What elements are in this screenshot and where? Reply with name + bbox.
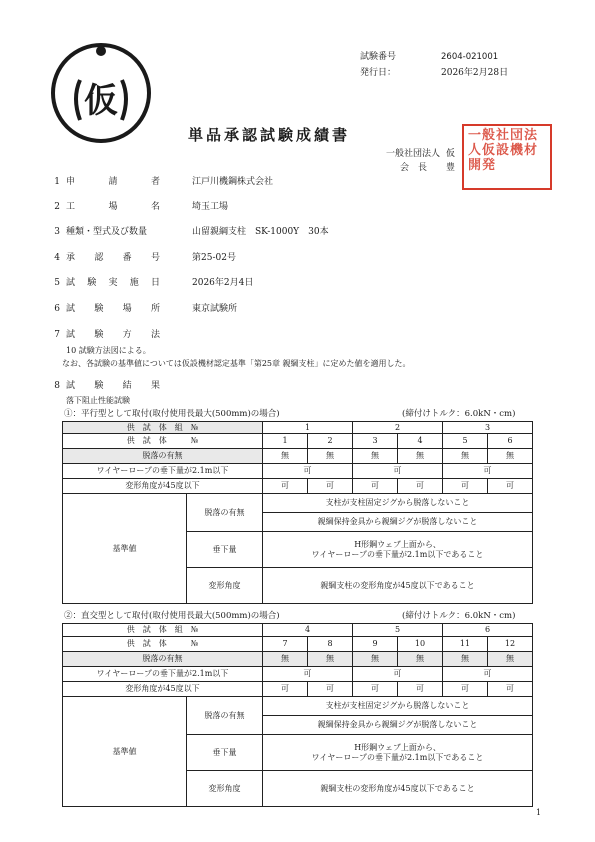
row-number: 7 (54, 330, 60, 340)
group-cell: 4 (263, 624, 353, 637)
specimen-cell: 4 (398, 434, 443, 449)
criteria-label: 基準値 (63, 697, 187, 807)
result-cell: 無 (443, 449, 488, 464)
row-number: 5 (54, 278, 60, 288)
criteria-name: 変形角度 (187, 568, 263, 604)
page-number: 1 (536, 808, 542, 817)
result-cell: 無 (308, 652, 353, 667)
criteria-text-line: ワイヤーロープの垂下量が2.1m以下であること (311, 752, 484, 762)
row-label: ワイヤーロープの垂下量が2.1m以下 (63, 464, 263, 479)
issuer-person: 豊 (446, 163, 456, 173)
result-cell: 可 (443, 682, 488, 697)
group-header: 供 試 体 組 № (63, 624, 263, 637)
result-cell: 可 (488, 682, 533, 697)
row-label-char: 験 (87, 278, 97, 288)
specimen-cell: 9 (353, 637, 398, 652)
row-label: 脱落の有無 (63, 449, 263, 464)
table-1-torque: (締付けトルク：6.0kN・cm) (402, 409, 516, 419)
row-label-char: 所 (150, 304, 160, 314)
row-label: ワイヤーロープの垂下量が2.1m以下 (63, 667, 263, 682)
criteria-text-line: H形鋼ウェブ上面から、 (354, 539, 441, 549)
results-table-2 (62, 623, 533, 807)
row-number: 8 (54, 381, 60, 391)
row-label-char: 試 (66, 304, 76, 314)
row-label-char: 果 (150, 381, 160, 391)
criteria-text: 支柱が支柱固定ジグから脱落しないこと (263, 697, 533, 716)
row-label-char: 種類・型式及び数量 (66, 227, 148, 237)
row-label (66, 278, 160, 289)
row-label-char: 法 (150, 330, 160, 340)
criteria-text: 親綱支柱の変形角度が45度以下であること (263, 771, 533, 807)
row-label-char: 申 (66, 177, 76, 187)
row-label-char: 施 (129, 278, 139, 288)
criteria-text: 支柱が支柱固定ジグから脱落しないこと (263, 494, 533, 513)
row-label-char: 試 (66, 330, 76, 340)
seal-text: 一般社団法人仮設機材開発 (468, 128, 539, 173)
specimen-cell: 10 (398, 637, 443, 652)
row-label-char: 実 (108, 278, 118, 288)
row-label-char: 場 (122, 304, 132, 314)
specimen-cell: 7 (263, 637, 308, 652)
criteria-name: 垂下量 (187, 735, 263, 771)
row-label (66, 330, 160, 341)
criteria-name: 変形角度 (187, 771, 263, 807)
table-2-caption: ②：直交型として取付(取付使用長最大(500mm)の場合) (64, 611, 280, 621)
specimen-cell: 3 (353, 434, 398, 449)
document-title: 単品承認試験成績書 (188, 126, 351, 144)
criteria-text: 親綱保持金具から親綱ジグが脱落しないこと (263, 716, 533, 735)
criteria-name: 垂下量 (187, 532, 263, 568)
result-cell: 無 (443, 652, 488, 667)
specimen-cell: 2 (308, 434, 353, 449)
row-label (66, 381, 160, 392)
criteria-text-multiline (263, 735, 533, 771)
criteria-text-line: ワイヤーロープの垂下量が2.1m以下であること (311, 549, 484, 559)
row-label-char: 験 (94, 381, 104, 391)
row-label: 変形角度が45度以下 (63, 479, 263, 494)
row-label-char: 承 (66, 253, 76, 263)
row-label (66, 227, 160, 238)
result-cell: 無 (263, 652, 308, 667)
method-line-1: 10 試験方法図による。 (66, 346, 151, 355)
result-cell: 可 (443, 667, 533, 682)
result-cell: 可 (263, 479, 308, 494)
result-cell: 無 (488, 652, 533, 667)
table-2-torque: (締付けトルク：6.0kN・cm) (402, 611, 516, 621)
issuer-org-name: 仮 (446, 149, 456, 159)
result-cell: 無 (308, 449, 353, 464)
specimen-cell: 5 (443, 434, 488, 449)
specimen-cell: 11 (443, 637, 488, 652)
test-number-value: 2604-021001 (441, 52, 499, 62)
criteria-name: 脱落の有無 (187, 494, 263, 532)
result-cell: 無 (353, 652, 398, 667)
row-label (66, 202, 160, 213)
result-cell: 無 (263, 449, 308, 464)
group-cell: 6 (443, 624, 533, 637)
row-label-char: 結 (122, 381, 132, 391)
row-label-char: 工 (66, 202, 76, 212)
issuer-role-label: 会 長 (400, 163, 428, 173)
row-number: 3 (54, 227, 60, 237)
result-cell: 可 (443, 464, 533, 479)
method-line-2: なお、各試験の基準値については仮設機材認定基準「第25章 親綱支柱」に定めた値を適用した。 (62, 359, 411, 368)
group-header: 供 試 体 組 № (63, 422, 263, 434)
result-cell: 無 (398, 449, 443, 464)
criteria-text-multiline (263, 532, 533, 568)
issuer-org-label: 一般社団法人 (386, 149, 441, 159)
row-label-char: 験 (94, 330, 104, 340)
specimen-cell: 1 (263, 434, 308, 449)
row-label-char: 者 (150, 177, 160, 187)
issue-date-label: 発行日： (360, 68, 397, 78)
criteria-text: 親綱保持金具から親綱ジグが脱落しないこと (263, 513, 533, 532)
result-cell: 可 (308, 682, 353, 697)
results-table-1 (62, 421, 533, 604)
result-cell: 可 (308, 479, 353, 494)
specimen-cell: 8 (308, 637, 353, 652)
result-cell: 無 (398, 652, 443, 667)
result-cell: 無 (488, 449, 533, 464)
row-label-char: 請 (108, 177, 118, 187)
specimen-cell: 12 (488, 637, 533, 652)
row-label-char: 験 (94, 304, 104, 314)
group-cell: 3 (443, 422, 533, 434)
result-cell: 可 (353, 667, 443, 682)
result-subtitle: 落下阻止性能試験 (66, 396, 130, 405)
row-value: 第25-02号 (192, 253, 236, 263)
kari-stamp-icon (50, 42, 152, 144)
row-label-char: 番 (122, 253, 132, 263)
row-label-char: 方 (122, 330, 132, 340)
criteria-text: 親綱支柱の変形角度が45度以下であること (263, 568, 533, 604)
criteria-name: 脱落の有無 (187, 697, 263, 735)
row-label-char: 日 (150, 278, 160, 288)
result-cell: 可 (488, 479, 533, 494)
result-cell: 可 (443, 479, 488, 494)
row-label (66, 177, 160, 188)
row-value: 埼玉工場 (192, 202, 229, 212)
row-label-char: 名 (150, 202, 160, 212)
table-1-caption: ①：平行型として取付(取付使用長最大(500mm)の場合) (64, 409, 280, 419)
official-seal-icon (462, 124, 552, 190)
group-cell: 5 (353, 624, 443, 637)
criteria-label: 基準値 (63, 494, 187, 604)
row-value: 江戸川機鋼株式会社 (192, 177, 274, 187)
row-label-char: 試 (66, 381, 76, 391)
result-cell: 可 (398, 682, 443, 697)
specimen-header: 供 試 体 № (63, 434, 263, 449)
result-cell: 可 (263, 464, 353, 479)
issue-date-value: 2026年2月28日 (441, 68, 509, 78)
row-number: 6 (54, 304, 60, 314)
row-label-char: 場 (108, 202, 118, 212)
row-value: 山留親綱支柱 SK-1000Y 30本 (192, 227, 329, 237)
row-label-char: 試 (66, 278, 76, 288)
stamp-char: 仮 (84, 81, 118, 121)
row-label: 変形角度が45度以下 (63, 682, 263, 697)
row-number: 2 (54, 202, 60, 212)
group-cell: 2 (353, 422, 443, 434)
row-label: 脱落の有無 (63, 652, 263, 667)
result-cell: 可 (353, 682, 398, 697)
row-number: 4 (54, 253, 60, 263)
result-cell: 可 (263, 667, 353, 682)
row-label (66, 304, 160, 315)
result-cell: 可 (398, 479, 443, 494)
test-number-label: 試験番号 (360, 52, 397, 62)
result-cell: 可 (353, 464, 443, 479)
criteria-text-line: H形鋼ウェブ上面から、 (354, 742, 441, 752)
result-cell: 可 (263, 682, 308, 697)
result-cell: 可 (353, 479, 398, 494)
row-label (66, 253, 160, 264)
row-value: 2026年2月4日 (192, 278, 254, 288)
group-cell: 1 (263, 422, 353, 434)
specimen-header: 供 試 体 № (63, 637, 263, 652)
row-number: 1 (54, 177, 60, 187)
specimen-cell: 6 (488, 434, 533, 449)
row-label-char: 認 (94, 253, 104, 263)
row-value: 東京試験所 (192, 304, 238, 314)
result-cell: 無 (353, 449, 398, 464)
row-label-char: 号 (150, 253, 160, 263)
